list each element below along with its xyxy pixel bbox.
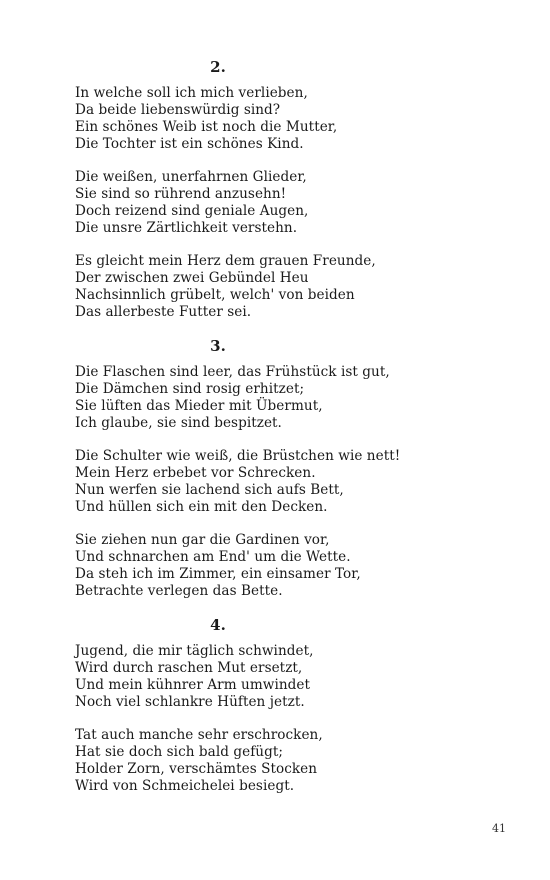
stanza (75, 169, 505, 237)
poem-number: 2. (210, 58, 226, 76)
verse-line: Der zwischen zwei Gebündel Heu (75, 270, 309, 286)
stanza (75, 532, 505, 600)
verse-line: Nun werfen sie lachend sich aufs Bett, (75, 482, 344, 498)
verse-line: Holder Zorn, verschämtes Stocken (75, 761, 318, 777)
verse-line: Die unsre Zärtlichkeit verstehn. (75, 220, 298, 236)
verse-line: Die Schulter wie weiß, die Brüstchen wie nett! (75, 448, 401, 464)
verse-line: Ich glaube, sie sind bespitzet. (75, 415, 282, 431)
verse-line: Wird durch raschen Mut ersetzt, (75, 660, 303, 676)
verse-line: Die Flaschen sind leer, das Frühstück ist gut, (75, 364, 390, 380)
verse-line: Und schnarchen am End' um die Wette. (75, 549, 351, 565)
poem-2 (75, 58, 505, 321)
verse-line: Hat sie doch sich bald gefügt; (75, 744, 283, 760)
stanza (75, 85, 505, 153)
verse-line: Betrachte verlegen das Bette. (75, 583, 283, 599)
verse-line: Nachsinnlich grübelt, welch' von beiden (75, 287, 355, 303)
verse-line: Jugend, die mir täglich schwindet, (75, 643, 314, 659)
verse-line: Noch viel schlankre Hüften jetzt. (75, 694, 305, 710)
verse-line: In welche soll ich mich verlieben, (75, 85, 308, 101)
verse-line: Mein Herz erbebet vor Schrecken. (75, 465, 316, 481)
poem-number: 4. (210, 616, 226, 634)
stanza (75, 253, 505, 321)
verse-line: Es gleicht mein Herz dem grauen Freunde, (75, 253, 376, 269)
verse-line: Und mein kühnrer Arm umwindet (75, 677, 311, 693)
stanza (75, 364, 505, 432)
verse-line: Tat auch manche sehr erschrocken, (75, 727, 323, 743)
poem-number: 3. (210, 337, 226, 355)
verse-line: Da beide liebenswürdig sind? (75, 102, 281, 118)
poem-4 (75, 616, 505, 795)
verse-line: Die Dämchen sind rosig erhitzet; (75, 381, 305, 397)
verse-line: Das allerbeste Futter sei. (75, 304, 252, 320)
stanza (75, 448, 505, 516)
verse-line: Und hüllen sich ein mit den Decken. (75, 499, 328, 515)
verse-line: Die Tochter ist ein schönes Kind. (75, 136, 304, 152)
verse-line: Sie ziehen nun gar die Gardinen vor, (75, 532, 330, 548)
stanza (75, 727, 505, 795)
verse-line: Sie lüften das Mieder mit Übermut, (75, 398, 323, 414)
verse-line: Wird von Schmeichelei besiegt. (75, 778, 295, 794)
verse-line: Die weißen, unerfahrnen Glieder, (75, 169, 307, 185)
verse-line: Da steh ich im Zimmer, ein einsamer Tor, (75, 566, 361, 582)
verse-line: Doch reizend sind geniale Augen, (75, 203, 309, 219)
page-body (75, 58, 505, 811)
verse-line: Sie sind so rührend anzusehn! (75, 186, 287, 202)
stanza (75, 643, 505, 711)
verse-line: Ein schönes Weib ist noch die Mutter, (75, 119, 338, 135)
page-number: 41 (492, 822, 506, 835)
poem-3 (75, 337, 505, 600)
